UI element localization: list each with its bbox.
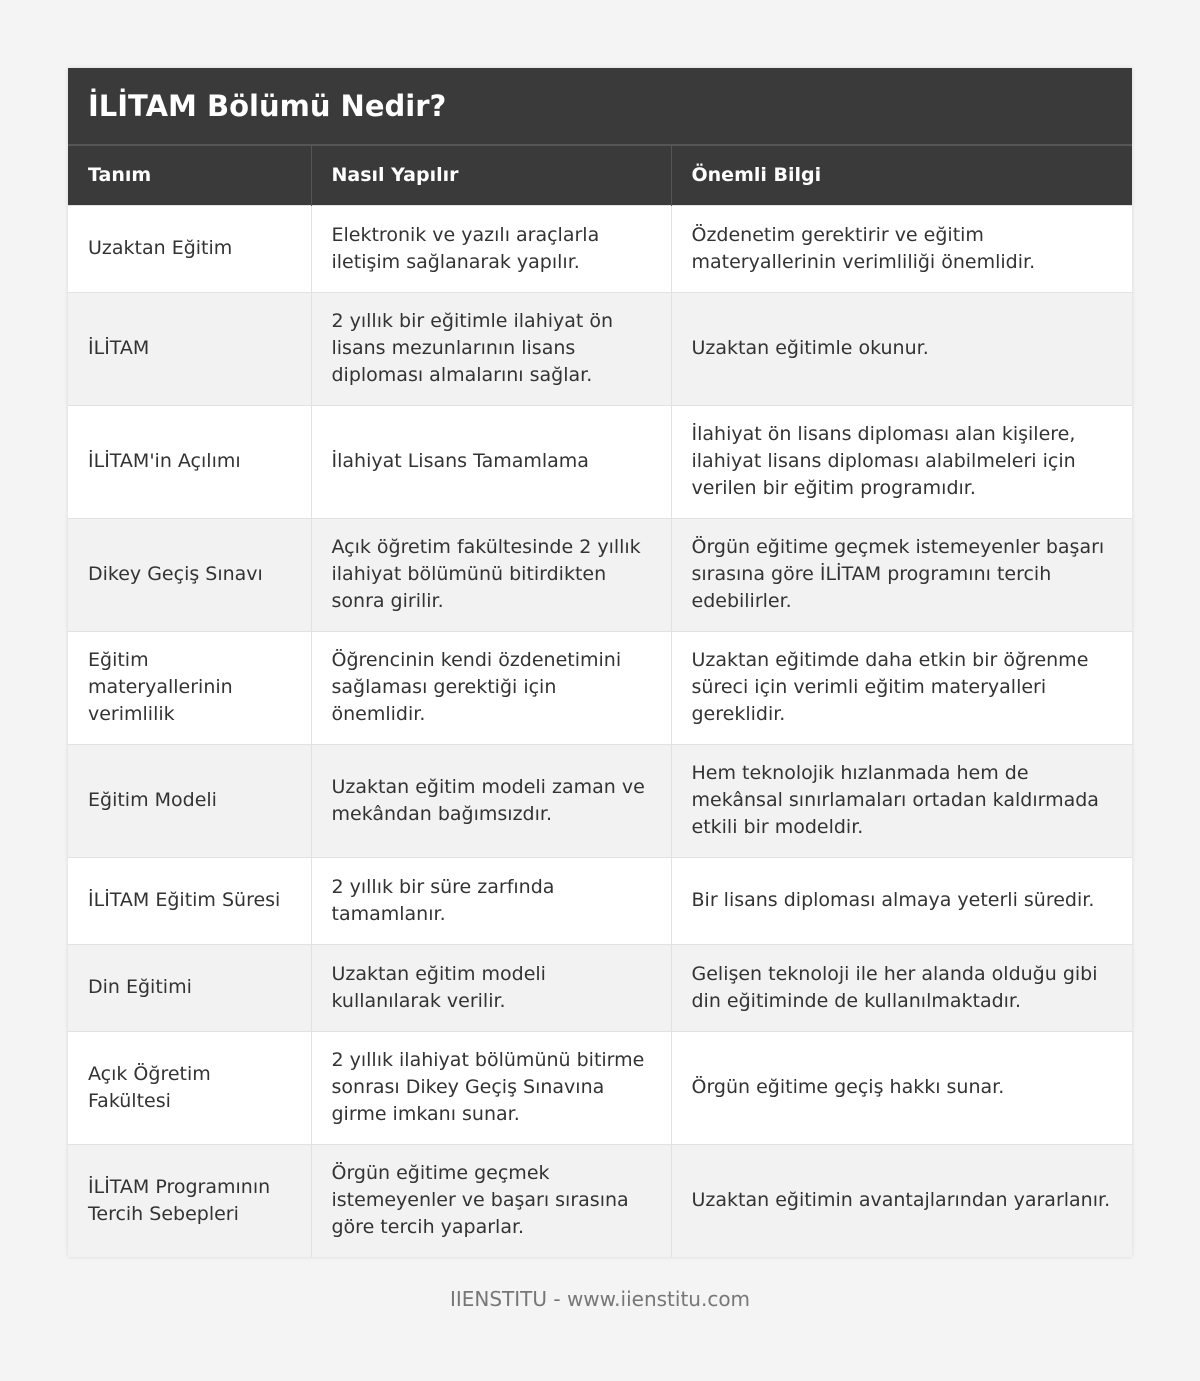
cell-nasil-yapilir: 2 yıllık bir eğitimle ilahiyat ön lisans mezunlarının lisans diploması almalarını sağlar. bbox=[311, 292, 671, 405]
table-row bbox=[68, 205, 1132, 292]
cell-nasil-yapilir: 2 yıllık ilahiyat bölümünü bitirme sonrası Dikey Geçiş Sınavına girme imkanı sunar. bbox=[311, 1031, 671, 1144]
table-row bbox=[68, 631, 1132, 744]
cell-onemli-bilgi: Özdenetim gerektirir ve eğitim materyallerinin verimliliği önemlidir. bbox=[671, 205, 1132, 292]
column-header-tanim: Tanım bbox=[68, 145, 311, 205]
cell-tanim: İLİTAM Eğitim Süresi bbox=[68, 857, 311, 944]
cell-onemli-bilgi: Uzaktan eğitimin avantajlarından yararlanır. bbox=[671, 1144, 1132, 1257]
cell-nasil-yapilir: Açık öğretim fakültesinde 2 yıllık ilahiyat bölümünü bitirdikten sonra girilir. bbox=[311, 518, 671, 631]
cell-tanim: İLİTAM Programının Tercih Sebepleri bbox=[68, 1144, 311, 1257]
cell-nasil-yapilir: Uzaktan eğitim modeli kullanılarak verilir. bbox=[311, 944, 671, 1031]
column-header-nasil-yapilir: Nasıl Yapılır bbox=[311, 145, 671, 205]
cell-tanim: Eğitim Modeli bbox=[68, 744, 311, 857]
cell-onemli-bilgi: Örgün eğitime geçmek istemeyenler başarı sırasına göre İLİTAM programını tercih edebilirler. bbox=[671, 518, 1132, 631]
cell-onemli-bilgi: Bir lisans diploması almaya yeterli süredir. bbox=[671, 857, 1132, 944]
cell-tanim: Eğitim materyallerinin verimlilik bbox=[68, 631, 311, 744]
info-table bbox=[68, 144, 1132, 1257]
table-row bbox=[68, 944, 1132, 1031]
table-row bbox=[68, 857, 1132, 944]
cell-nasil-yapilir: Uzaktan eğitim modeli zaman ve mekândan bağımsızdır. bbox=[311, 744, 671, 857]
cell-onemli-bilgi: Uzaktan eğitimle okunur. bbox=[671, 292, 1132, 405]
table-header-row bbox=[68, 145, 1132, 205]
cell-tanim: Dikey Geçiş Sınavı bbox=[68, 518, 311, 631]
cell-tanim: Uzaktan Eğitim bbox=[68, 205, 311, 292]
table-row bbox=[68, 405, 1132, 518]
cell-onemli-bilgi: Hem teknolojik hızlanmada hem de mekânsal sınırlamaları ortadan kaldırmada etkili bir modeldir. bbox=[671, 744, 1132, 857]
table-row bbox=[68, 1031, 1132, 1144]
cell-nasil-yapilir: İlahiyat Lisans Tamamlama bbox=[311, 405, 671, 518]
cell-nasil-yapilir: Örgün eğitime geçmek istemeyenler ve başarı sırasına göre tercih yaparlar. bbox=[311, 1144, 671, 1257]
cell-nasil-yapilir: Öğrencinin kendi özdenetimini sağlaması gerektiği için önemlidir. bbox=[311, 631, 671, 744]
cell-tanim: Din Eğitimi bbox=[68, 944, 311, 1031]
cell-onemli-bilgi: Örgün eğitime geçiş hakkı sunar. bbox=[671, 1031, 1132, 1144]
cell-tanim: İLİTAM bbox=[68, 292, 311, 405]
table-card bbox=[68, 68, 1132, 1257]
cell-onemli-bilgi: Uzaktan eğitimde daha etkin bir öğrenme süreci için verimli eğitim materyalleri gereklidir. bbox=[671, 631, 1132, 744]
table-row bbox=[68, 1144, 1132, 1257]
table-row bbox=[68, 518, 1132, 631]
table-title: İLİTAM Bölümü Nedir? bbox=[68, 68, 1132, 144]
column-header-onemli-bilgi: Önemli Bilgi bbox=[691, 164, 822, 187]
cell-nasil-yapilir: Elektronik ve yazılı araçlarla iletişim sağlanarak yapılır. bbox=[311, 205, 671, 292]
footer-credit: IIENSTITU - www.iienstitu.com bbox=[449, 1287, 751, 1311]
cell-tanim: Açık Öğretim Fakültesi bbox=[68, 1031, 311, 1144]
table-row bbox=[68, 292, 1132, 405]
cell-onemli-bilgi: Gelişen teknoloji ile her alanda olduğu gibi din eğitiminde de kullanılmaktadır. bbox=[671, 944, 1132, 1031]
cell-tanim: İLİTAM'in Açılımı bbox=[68, 405, 311, 518]
cell-onemli-bilgi: İlahiyat ön lisans diploması alan kişilere, ilahiyat lisans diploması alabilmeleri için verilen bir eğitim programıdır. bbox=[671, 405, 1132, 518]
table-row bbox=[68, 744, 1132, 857]
cell-nasil-yapilir: 2 yıllık bir süre zarfında tamamlanır. bbox=[311, 857, 671, 944]
